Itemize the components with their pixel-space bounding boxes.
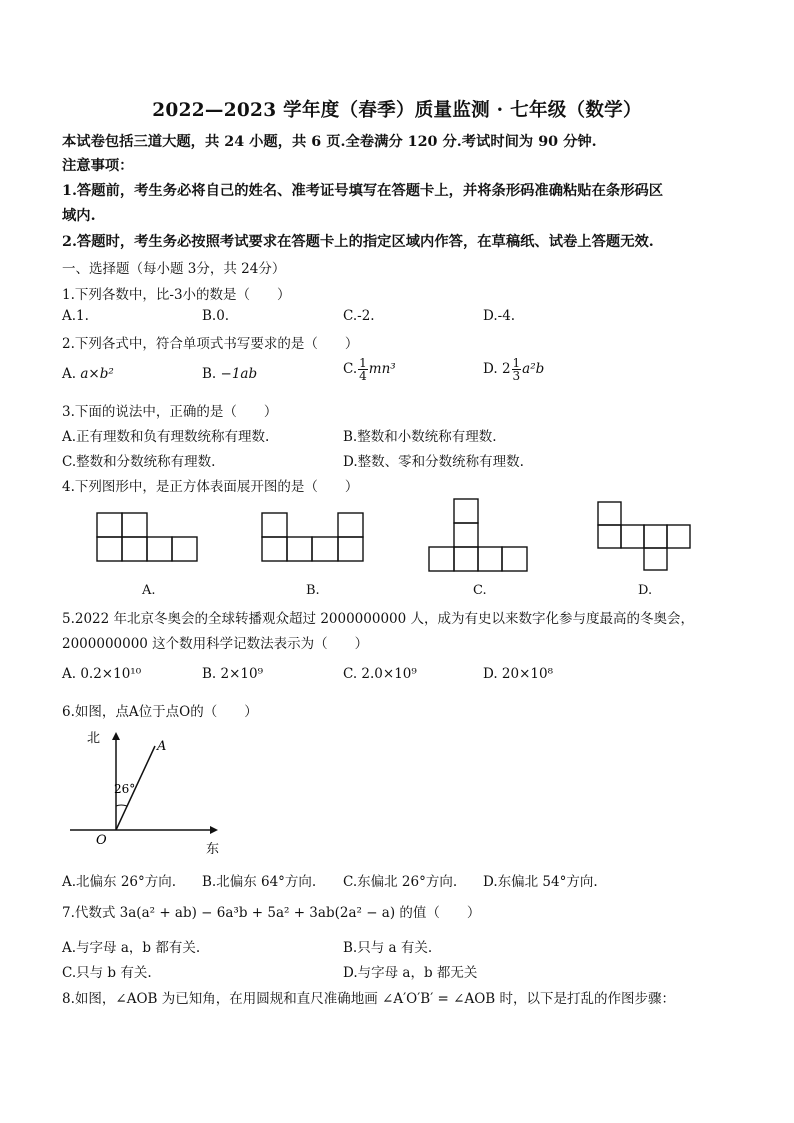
- net-label-b: B.: [306, 583, 320, 598]
- question-1-option-b: B.0.: [202, 308, 230, 324]
- question-1-option-a: A.1.: [62, 308, 89, 324]
- notice-heading: 注意事项：: [62, 158, 134, 174]
- angle-label: 26°: [114, 782, 136, 796]
- question-6-stem: 6.如图，点A位于点O的（ ）: [62, 704, 258, 720]
- question-6-option-b: B.北偏东 64°方向.: [202, 874, 317, 890]
- question-6-option-c: C.东偏北 26°方向.: [343, 874, 458, 890]
- question-3-option-c: C.整数和分数统称有理数.: [62, 454, 216, 470]
- point-a-label: A: [157, 739, 167, 754]
- fraction: $\frac{1}{4}$: [359, 356, 367, 383]
- question-3-stem: 3.下面的说法中，正确的是（ ）: [62, 404, 278, 420]
- question-6-option-d: D.东偏北 54°方向.: [483, 874, 598, 890]
- question-4-stem: 4.下列图形中，是正方体表面展开图的是（ ）: [62, 479, 359, 495]
- question-2-stem: 2.下列各式中，符合单项式书写要求的是（ ）: [62, 336, 359, 352]
- question-3-option-d: D.整数、零和分数统称有理数.: [343, 454, 524, 470]
- question-8-stem: 8.如图，∠AOB 为已知角，在用圆规和直尺准确地画 ∠A′O′B′ = ∠AOB 时，以下是打乱的作图步骤：: [62, 991, 675, 1007]
- net-figure-b: [261, 512, 364, 562]
- question-7-option-a: A.与字母 a，b 都有关.: [62, 940, 201, 956]
- direction-figure: [64, 726, 234, 858]
- question-7-option-b: B.只与 a 有关.: [343, 940, 433, 956]
- question-5-option-c: C. 2.0×10⁹: [343, 666, 417, 682]
- question-7-option-d: D.与字母 a，b 都无关: [343, 965, 478, 981]
- question-3-option-a: A.正有理数和负有理数统称有理数.: [62, 429, 270, 445]
- question-5-stem: 5.2022 年北京冬奥会的全球转播观众超过 2000000000 人，成为有史以来数字化参与度最高的冬奥会，: [62, 611, 695, 627]
- question-5-option-b: B. 2×10⁹: [202, 666, 263, 682]
- fraction: $\frac{1}{3}$: [512, 356, 521, 383]
- question-5-option-a: A. 0.2×10¹⁰: [62, 666, 142, 682]
- net-figure-c: [428, 498, 528, 572]
- east-label: 东: [206, 842, 220, 857]
- question-2-option-d: D. 2 $\frac{1}{3}$ a²b: [483, 356, 545, 383]
- net-figure-a: [96, 512, 198, 562]
- net-label-a: A.: [142, 583, 156, 598]
- question-3-option-b: B.整数和小数统称有理数.: [343, 429, 497, 445]
- net-label-d: D.: [638, 583, 653, 598]
- question-1-stem: 1.下列各数中，比-3小的数是（ ）: [62, 287, 291, 303]
- question-1-option-d: D.-4.: [483, 308, 516, 324]
- point-o-label: O: [96, 833, 107, 848]
- page-title: 2022—2023 学年度（春季）质量监测 · 七年级（数学）: [152, 100, 642, 121]
- net-label-c: C.: [473, 583, 487, 598]
- question-7-option-c: C.只与 b 有关.: [62, 965, 152, 981]
- north-label: 北: [87, 731, 101, 746]
- notice-item-1-cont: 域内.: [62, 208, 96, 224]
- intro-text: 本试卷包括三道大题，共 24 小题，共 6 页.全卷满分 120 分.考试时间为 90 分钟.: [62, 134, 597, 150]
- question-5-option-d: D. 20×10⁸: [483, 666, 554, 682]
- question-6-option-a: A.北偏东 26°方向.: [62, 874, 177, 890]
- net-figure-d: [597, 501, 691, 571]
- question-2-option-c: C. $\frac{1}{4}$ mn³: [343, 356, 396, 383]
- section-heading: 一、选择题（每小题 3分，共 24分）: [62, 261, 286, 277]
- question-5-stem-cont: 2000000000 这个数用科学记数法表示为（ ）: [62, 636, 369, 652]
- notice-item-1: 1.答题前，考生务必将自己的姓名、准考证号填写在答题卡上，并将条形码准确粘贴在条形码区: [62, 183, 664, 199]
- notice-item-2: 2.答题时，考生务必按照考试要求在答题卡上的指定区域内作答，在草稿纸、试卷上答题无效.: [62, 234, 654, 250]
- question-1-option-c: C.-2.: [343, 308, 375, 324]
- question-2-option-a: A. a×b²: [62, 366, 114, 382]
- question-7-stem: 7.代数式 3a(a² + ab) − 6a³b + 5a² + 3ab(2a² − a) 的值（ ）: [62, 905, 481, 921]
- question-2-option-b: B. −1ab: [202, 366, 258, 382]
